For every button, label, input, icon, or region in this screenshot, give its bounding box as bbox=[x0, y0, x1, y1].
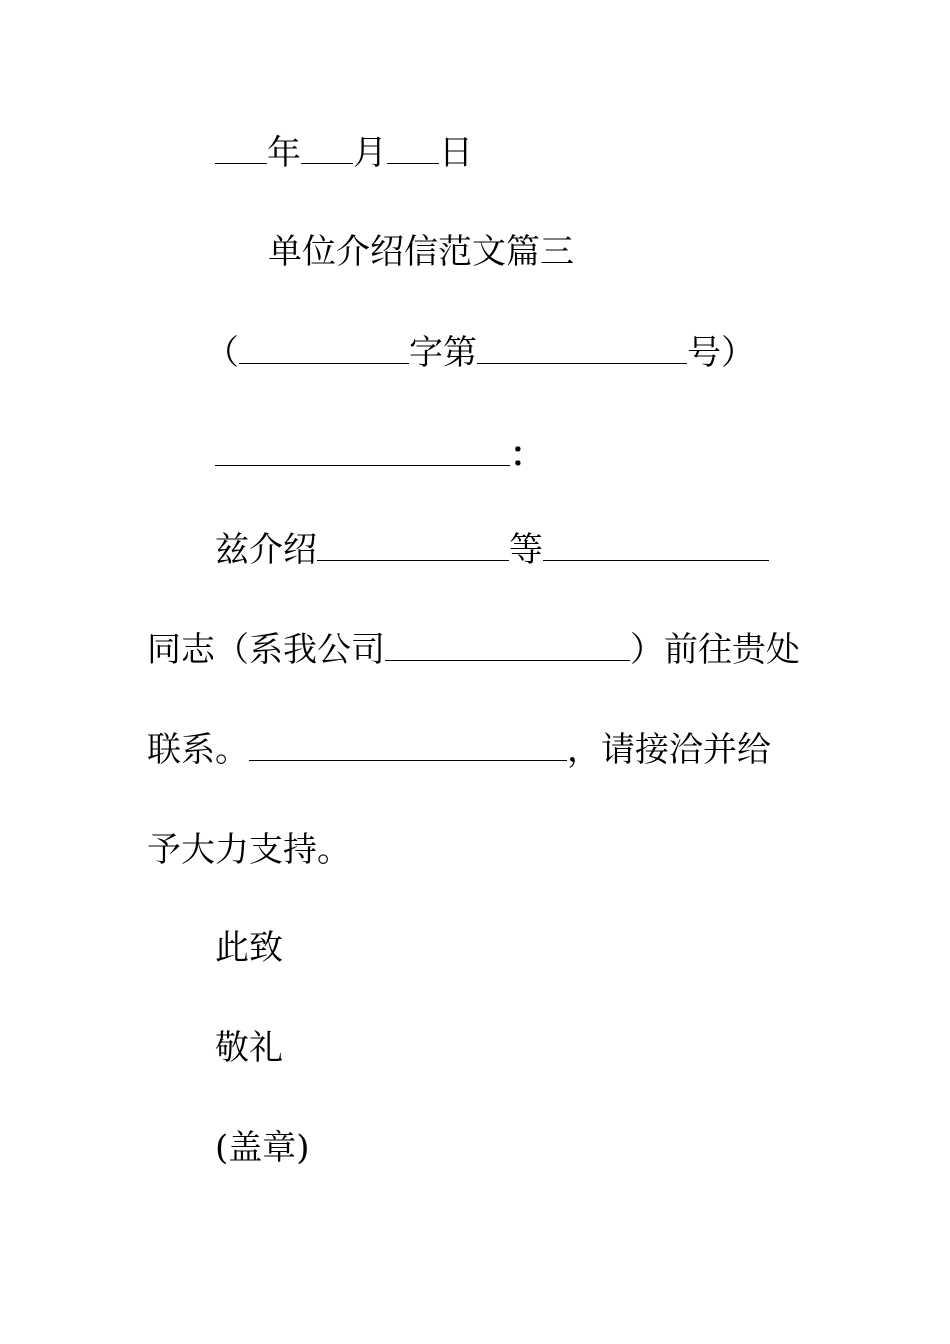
goto-text: ）前往贵处 bbox=[630, 630, 800, 670]
day-blank bbox=[387, 133, 439, 164]
body-line-1 bbox=[215, 530, 769, 570]
recipient-line bbox=[215, 435, 544, 475]
ref-number-blank bbox=[477, 333, 687, 364]
date-line bbox=[215, 133, 473, 173]
intro-text: 兹介绍 bbox=[215, 530, 317, 570]
person-blank bbox=[317, 530, 509, 561]
year-blank bbox=[215, 133, 267, 164]
body-line-4: 予大力支持。 bbox=[147, 830, 351, 870]
body-line-2 bbox=[147, 630, 800, 670]
month-label: 月 bbox=[353, 133, 387, 173]
seal-label: (盖章) bbox=[215, 1128, 310, 1168]
page-title: 单位介绍信范文篇三 bbox=[268, 232, 574, 272]
closing-jingli: 敬礼 bbox=[215, 1028, 283, 1068]
deng-text: 等 bbox=[509, 530, 543, 570]
recipient-colon: ： bbox=[510, 435, 544, 475]
ref-char-blank bbox=[239, 333, 409, 364]
request-text: ，请接洽并给 bbox=[567, 730, 771, 770]
ref-char-label: 字第 bbox=[409, 333, 477, 373]
recipient-blank bbox=[215, 435, 510, 466]
ref-number-label: 号） bbox=[687, 333, 755, 373]
contact-text: 联系。 bbox=[147, 730, 249, 770]
closing-cizhi: 此致 bbox=[215, 928, 283, 968]
body-line-3 bbox=[147, 730, 771, 770]
reference-line bbox=[205, 333, 755, 373]
ref-open-paren: （ bbox=[205, 333, 239, 373]
count-blank bbox=[543, 530, 769, 561]
month-blank bbox=[301, 133, 353, 164]
position-blank bbox=[385, 630, 630, 661]
day-label: 日 bbox=[439, 133, 473, 173]
year-label: 年 bbox=[267, 133, 301, 173]
matter-blank bbox=[249, 730, 567, 761]
comrade-text: 同志（系我公司 bbox=[147, 630, 385, 670]
